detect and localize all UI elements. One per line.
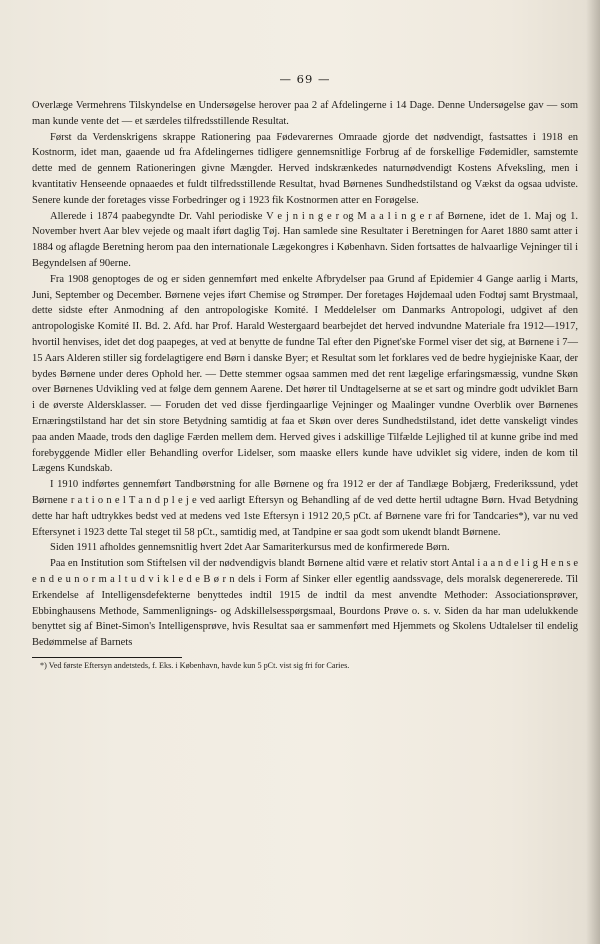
paragraph-rationing: Først da Verdenskrigens skrappe Rationering paa Fødevarernes Omraade gjorde det nødvendigt, fastsattes i 1918 en Kostnorm, idet man, gaaende ud fra Afdelingernes tidligere gennemsnitlige Forbrug af de forskellige Fødemidler, samstemte dette med de gennem Rationeringen givne Mængder. Herved indskrænkedes naturnødvendigt Kostens Afveksling, men i kvantitativ Henseende opnaaedes et fuldt tilfredsstillende Resultat, hvad Børnenes Sundhedstilstand og Vækst da ogsaa udviste. Senere kunde der foretages visse Forbedringer og i 1923 fik Kostnormen atter en Forøgelse. [32, 131, 578, 206]
page-number: — 69 — [279, 72, 331, 86]
paragraph-weighings-1874: Allerede i 1874 paabegyndte Dr. Vahl periodiske V e j n i n g e r og M a a l i n g e r af Børnene, idet de 1. Maj og 1. November hvert Aar blev vejede og maalt iført daglig Tøj. Han samlede sine Resultater i Beretningen for Aaret 1880 samt atter i 1884 og aflagde Beretning herom paa den internationale Lægekongres i København. Siden fortsattes de halvaarlige Vejninger til i Begyndelsen af 90erne. [32, 210, 578, 269]
body-text [32, 98, 578, 651]
footnote: *) Ved første Eftersyn andetsteds, f. Eks. i København, havde kun 5 pCt. vist sig fri for Caries. [40, 660, 350, 670]
paragraph-continuation: Overlæge Vermehrens Tilskyndelse en Undersøgelse herover paa 2 af Afdelingerne i 14 Dage. Denne Undersøgelse gav — som man kunde vente det — et særdeles tilfredsstillende Resultat. [32, 100, 578, 127]
paragraph-intelligence: Paa en Institution som Stiftelsen vil der nødvendigvis blandt Børnene altid være et relativ stort Antal i a a n d e l i g H e n s e e n d e u n o r m a l t u d v i k l e d e B ø r n dels i Form af Sinker eller egentlig aandssvage, dels moralsk degenererede. Til Erkendelse af Intelligensdefekterne benyttedes indtil 1915 de indtil da mest anvendte Methoder: Associationsprøver, Ebbinghausens Methode, Sammenlignings- og Adskillelsesspørgsmaal, Bourdons Prøve o. s. v. Siden da har man udelukkende benyttet sig af Binet-Simon's Intelligensprøve, hvis Resultat saa er sammenført med Hjemmets og Skolens Udtalelser til endelig Bedømmelse af Barnets [32, 558, 578, 649]
footnote-divider [32, 657, 182, 658]
paragraph-weighings-1908: Fra 1908 genoptoges de og er siden gennemført med enkelte Afbrydelser paa Grund af Epidemier 4 Gange aarlig i Marts, Juni, September og December. Børnene vejes iført Chemise og Strømper. Der foretages Højdemaal uden Fodtøj samt Brystmaal, dette sidste efter Anmodning af den antropologiske Komité. I Meddelelser om Danmarks Antropologi, udgivet af den antropologiske Komité II. Bd. 2. Afd. har Prof. Harald Westergaard bearbejdet det herved indvundne Materiale fra 1912—1917, hvortil henvises, idet det dog paapeges, at ved at benytte de fundne Tal efter den Pignet'ske Formel viser det sig, at Børnene i 7—15 Aars Alderen stiller sig fordelagtigere end Børn i danske Byer; et Resultat som let forklares ved de bedre hygiejniske Kaar, der bydes Børnene under deres Ophold her. — Dette stemmer ogsaa sammen med det rent lægelige erfaringsmæssig, vundne Skøn over Børnenes Udvikling ved at følge dem gennem Aarene. Det hører til Undtagelserne at se et sart og mindre godt udviklet Barn i de øverste Aldersklasser. — Foruden det ved disse fjerdingaarlige Vejninger og Maalinger vundne Overblik over Børnenes Ernæringstilstand har det sin store Betydning samtidig at faa et Skøn over deres Sundhedstilstand, idet dette vanskeligt vindes paa anden Maade, trods den daglige Færden mellem dem. Herved gives i adskillige Tilfælde Lejlighed til at kunne gribe ind med forebyggende Midler eller Behandling overfor Lidelser, som maaske ellers kunde have udviklet sig videre, inden de kom til Lægens Kundskab. [32, 273, 578, 475]
paragraph-samaritan-course: Siden 1911 afholdes gennemsnitlig hvert 2det Aar Samariterkursus med de konfirmerede Børn. [50, 542, 450, 554]
page-edge-shadow [586, 0, 600, 944]
paragraph-dental-care: I 1910 indførtes gennemført Tandbørstning for alle Børnene og fra 1912 er der af Tandlæge Bobjærg, Frederikssund, ydet Børnene r a t i o n e l T a n d p l e j e ved aarligt Eftersyn og Behandling af de ved dette hertil udtagne Børn. Hvad Betydning dette har haft udtrykkes bedst ved at medens ved 1ste Eftersyn i 1912 20,5 pCt. af Børnene vare fri for Tandcaries*), var nu ved Eftersynet i 1923 dette Tal steget til 58 pCt., samtidig med, at Tandpine er saa godt som ukendt blandt Børnene. [32, 479, 578, 538]
